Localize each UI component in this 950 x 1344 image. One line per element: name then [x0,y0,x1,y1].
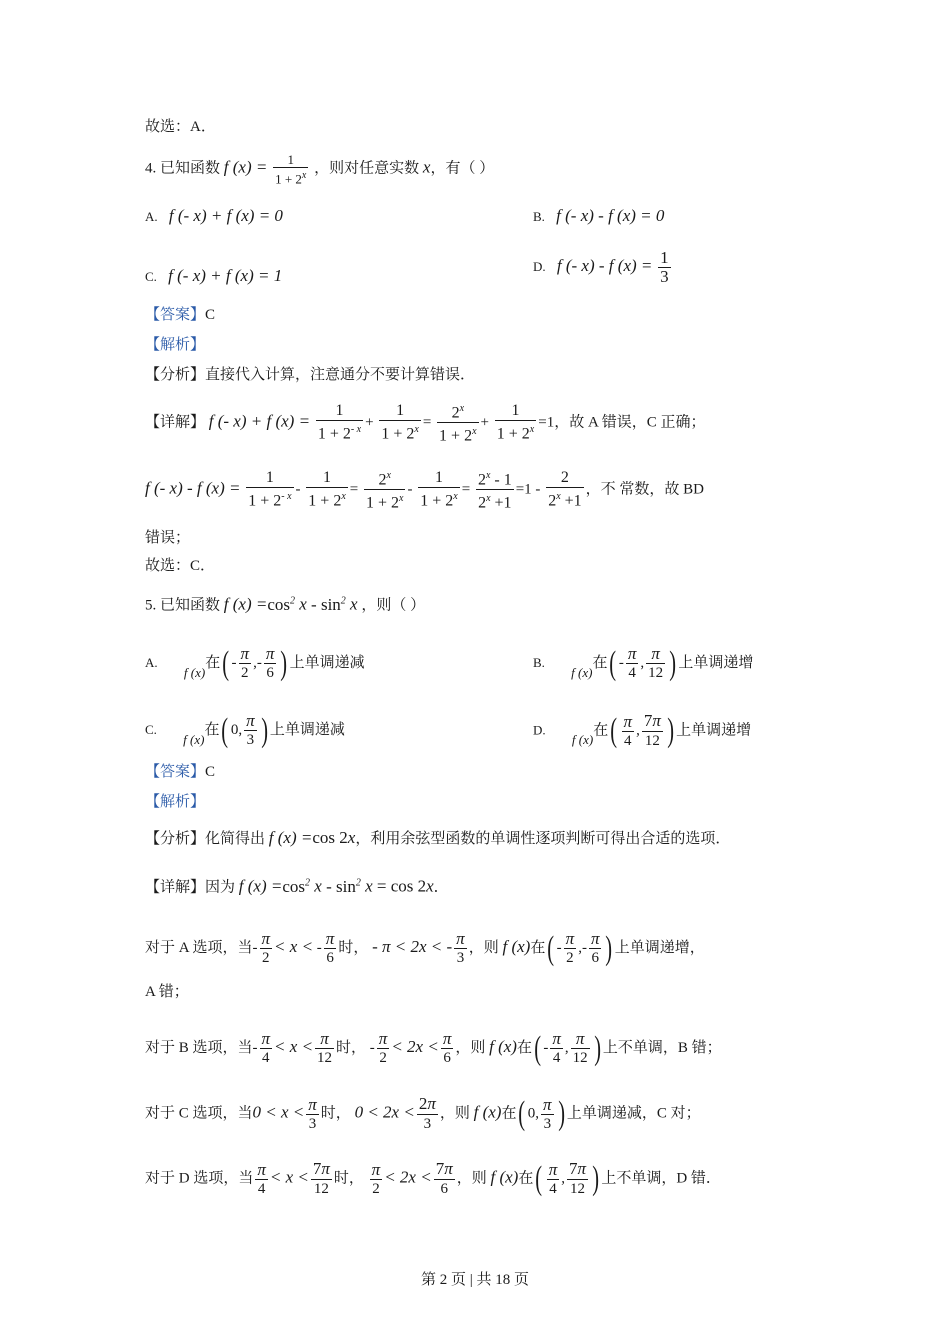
q5-analysis-a-end: A 错； [145,984,189,1000]
answer-line-q3: 故选：A． [145,119,216,135]
q4-detail-line1: 【详解】 f (- x) + f (x) = $\frac{1}{1 + 2^{- x}}$ + $\frac{1}{1 + 2^x}$ = $\frac{2^x}{1 + 2^x}$ + $\frac{1}{1 + 2^x}$ =1，故 A 错误，C 正确； [145,400,705,446]
q4-option-d: D. f (- x) - f (x) = $\frac{1}{3}$ [533,248,669,286]
q4-fenxi: 【分析】直接代入计算，注意通分不要计算错误． [145,367,476,383]
question-5-stem: 5. 已知函数 f $(x) =\cos^2$ x - $\sin^2 x$ ，则（ ） [145,594,426,614]
q4-analysis-tag: 【解析】 [145,337,206,353]
q5-analysis-b: 对于 B 选项，当- $\frac{\pi}{4}$ < x < $\frac{\pi}{12}$ 时， - $\frac{\pi}{2}$ < 2x < $\frac{\pi}{6}$ ，则 f (x)在( - $\frac{\pi}{4}$ , $\frac{\pi}{12}$ ) 上不单调，B 错； [145,1029,722,1067]
q4-option-b: B. f (- x) - f (x) = 0 [533,206,665,225]
q4-option-a: A. f (- x) + f (x) = 0 [145,206,283,225]
q5-option-b: B. f (x)在( - $\frac{\pi}{4}$ , $\frac{\pi}{12}$ ) 上单调递增 [533,644,754,682]
q4-detail-line2: f (- x) - f (x) = $\frac{1}{1 + 2^{- x}}$ - $\frac{1}{1 + 2^x}$ = $\frac{2^x}{1 + 2^x}$ - $\frac{1}{1 + 2^x}$ = $\frac{2^x - 1}{2^x +1}$ =1 - $\frac{2}{2^x +1}$ ，不 常数，故 BD [145,467,704,513]
q5-analysis-a: 对于 A 选项，当- $\frac{\pi}{2}$ < x < - $\frac{\pi}{6}$ 时， - π < 2x < - $\frac{\pi}{3}$ ，则 f (x)在( - $\frac{\pi}{2}$ ,- $\frac{\pi}{6}$ ) 上单调递增， [145,929,705,967]
q4-number: 4. 已知函数 [145,160,221,177]
q5-option-a: A. f (x)在( - $\frac{\pi}{2}$ ,- $\frac{\pi}{6}$ ) 上单调递减 [145,644,365,682]
q4-tail: ，则对任意实数 [314,160,420,177]
q5-fenxi: 【分析】化简得出 f (x) =cos 2x，利用余弦型函数的单调性逐项判断可得出合适的选项． [145,828,731,847]
q4-fraction: $\frac{1}{1 + 2^x}$ [275,152,307,187]
q5-option-c: C. f (x)在( 0, $\frac{\pi}{3}$ ) 上单调递减 [145,711,345,749]
page-footer: 第 2 页 | 共 18 页 [420,1272,529,1288]
q5-answer: 【答案】C [145,764,216,780]
q5-analysis-d: 对于 D 选项，当 $\frac{\pi}{4}$ < x < $\frac{7\pi}{12}$ 时， $\frac{\pi}{2}$ < 2x < $\frac{7\pi}{6}$ ，则 f (x)在( $\frac{\pi}{4}$ , $\frac{7\pi}{12}$ ) 上不单调，D 错． [145,1159,721,1197]
q5-option-d: D. f (x)在( $\frac{\pi}{4}$ , $\frac{7\pi}{12}$ ) 上单调递增 [533,711,752,749]
q5-detail: 【详解】因为 f $(x) =\cos^2$ $x - \sin^2 x = \cos 2x$． [145,876,449,896]
q4-answer: 【答案】C [145,307,216,323]
q4-detail-line3: 错误； [145,530,191,546]
q4-function-lhs: f (x) = [223,157,268,177]
q4-choose: 故选：C． [145,558,216,574]
q4-option-c: C. f (- x) + f (x) = 1 [145,266,283,285]
question-4-stem: 4. 已知函数 f (x) = $\frac{1}{1 + 2^x}$ ，则对任意实数 x，有（ ） [145,152,495,187]
q5-analysis-tag: 【解析】 [145,794,206,810]
q5-analysis-c: 对于 C 选项，当0 < x < $\frac{\pi}{3}$ 时， 0 < 2x < $\frac{2\pi}{3}$ ，则 f (x)在( 0, $\frac{\pi}{3}$ ) 上单调递减，C 对； [145,1094,701,1132]
